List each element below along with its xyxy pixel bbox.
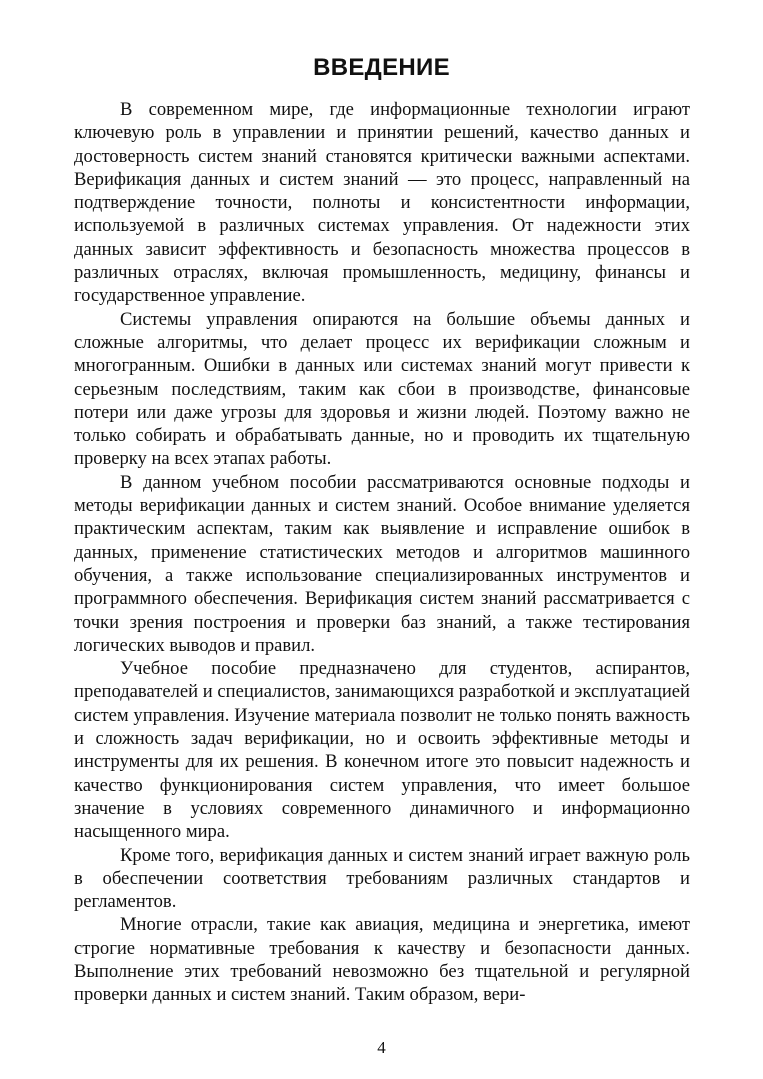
page-number: 4 bbox=[377, 1038, 386, 1057]
paragraph: Многие отрасли, такие как авиация, медицина и энергетика, имеют строгие нормативные требования к качеству и безопасности данных. Выполнение этих требований невозможно без тщательной и регулярной проверки данных и систем знаний. Таким образом, вери- bbox=[74, 914, 690, 1006]
body-text bbox=[74, 98, 690, 1007]
paragraph: В современном мире, где информационные технологии играют ключевую роль в управлении и принятии решений, качество данных и достоверность систем знаний становятся критически важными аспектами. Верификация данных и систем знаний — это процесс, направленный на подтверждение точности, полноты и консистентности информации, используемой в различных системах управления. От надежности этих данных зависит эффективность и безопасность множества процессов в различных отраслях, включая промышленность, медицину, финансы и государственное управление. bbox=[74, 99, 690, 307]
page-title: ВВЕДЕНИЕ bbox=[313, 54, 450, 81]
paragraph: Кроме того, верификация данных и систем знаний играет важную роль в обеспечении соответствия требованиям различных стандартов и регламентов. bbox=[74, 844, 690, 913]
paragraph: Системы управления опираются на большие объемы данных и сложные алгоритмы, что делает процесс их верификации сложным и многогранным. Ошибки в данных или системах знаний могут привести к серьезным последствиям, таким как сбои в производстве, финансовые потери или даже угрозы для здоровья и жизни людей. Поэтому важно не только собирать и обрабатывать данные, но и проводить их тщательную проверку на всех этапах работы. bbox=[74, 308, 690, 470]
paragraph: Учебное пособие предназначено для студентов, аспирантов, преподавателей и специалистов, занимающихся разработкой и эксплуатацией систем управления. Изучение материала позволит не только понять важность и сложность задач верификации, но и освоить эффективные методы и инструменты для их решения. В конечном итоге это повысит надежность и качество функционирования систем управления, что имеет большое значение в условиях современного динамичного и информационно насыщенного мира. bbox=[74, 658, 690, 843]
paragraph: В данном учебном пособии рассматриваются основные подходы и методы верификации данных и систем знаний. Особое внимание уделяется практическим аспектам, таким как выявление и исправление ошибок в данных, применение статистических методов и алгоритмов машинного обучения, а также использование специализированных инструментов и программного обеспечения. Верификация систем знаний рассматривается с точки зрения построения и проверки баз знаний, а также тестирования логических выводов и правил. bbox=[74, 471, 690, 656]
